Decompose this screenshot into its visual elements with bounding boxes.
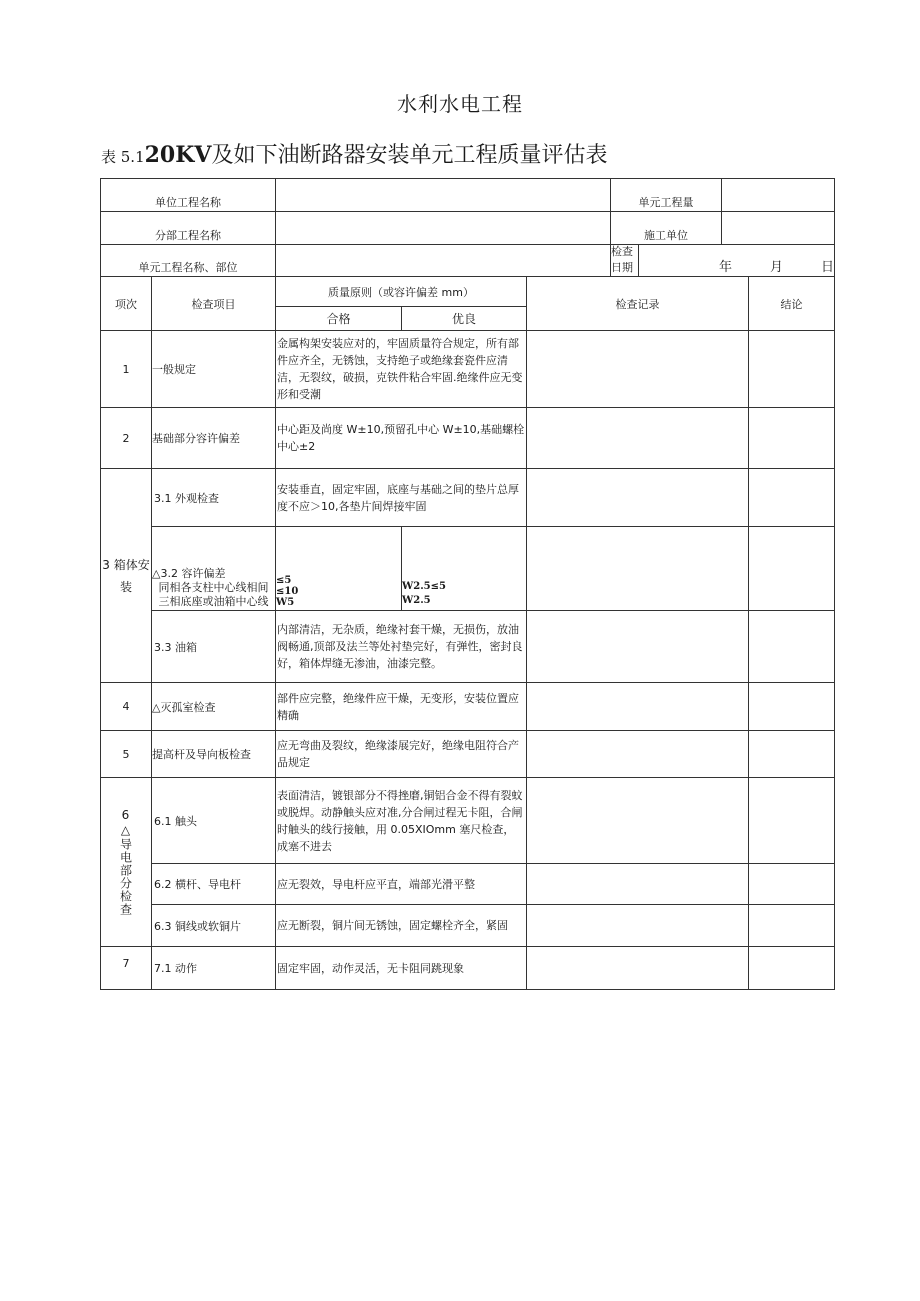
record-cell[interactable] [527,778,749,864]
construction-unit-cell [611,212,835,245]
record-cell[interactable] [527,947,749,990]
tolerance-line-2: 三相底座或油箱中心线 [158,595,269,608]
item-criteria: 应无断裂，铜片间无锈蚀，固定螺栓齐全，紧固 [276,905,527,947]
table-row [101,469,835,527]
item-number: 4 [101,683,152,731]
item-name: 6.3 铜线或软铜片 [152,905,276,947]
item-criteria: 应无弯曲及裂纹，绝缘漆展完好，绝缘电阻符合产品规定 [276,731,527,778]
item-number: 1 [101,331,152,408]
conclusion-cell[interactable] [749,778,835,864]
excellent-value-2: W2.5 [402,595,431,606]
item-criteria: 安装垂直，固定牢固，底座与基础之间的垫片总厚度不应＞10,各垫片间焊接牢固 [276,469,527,527]
item-criteria: 表面清洁，镀银部分不得挫磨,铜铝合金不得有裂蚊或脱焊。动静触头应对准,分合闸过程无卡阻，合闸时触头的线行接触，用 0.05XIOmm 塞尺检查，成塞不进去 [276,778,527,864]
element-label: 单元工程名称、部位 [101,245,276,277]
header-check-item: 检查项目 [152,277,276,331]
info-row-2 [101,212,835,245]
record-cell[interactable] [527,611,749,683]
record-cell[interactable] [527,683,749,731]
conclusion-cell[interactable] [749,905,835,947]
inspection-date-value[interactable] [639,245,834,276]
group-label-enclosure: 3 箱体安装 [101,469,152,683]
table-number: 表 5.1 [101,148,145,166]
date-day: 日 [821,260,835,275]
date-month: 月 [769,260,783,275]
item-name: 提高杆及导向板检查 [152,731,276,778]
table-title [101,138,607,169]
header-item-no: 项次 [101,277,152,331]
item-criteria: 中心距及尚度 W±10,预留孔中心 W±10,基础螺栓中心±2 [276,408,527,469]
table-row [101,683,835,731]
unit-quantity-cell [611,179,835,212]
evaluation-table [100,178,835,990]
header-excellent: 优良 [402,307,527,331]
conclusion-cell[interactable] [749,527,835,611]
record-cell[interactable] [527,731,749,778]
table-title-text: 及如下油断路器安装单元工程质量评估表 [211,143,608,168]
inspection-date-cell [611,245,835,277]
item-number: 2 [101,408,152,469]
item-name: 一般规定 [152,331,276,408]
conclusion-cell[interactable] [749,731,835,778]
item-number: 7 [101,947,152,990]
construction-unit-label: 施工单位 [611,212,722,244]
excellent-value-1: W2.5≤5 [402,581,446,592]
table-row [101,527,835,611]
conclusion-cell[interactable] [749,469,835,527]
item-name: 6.2 横杆、导电杆 [152,864,276,905]
item-name: 基础部分容许偏差 [152,408,276,469]
header-row-1 [101,277,835,307]
info-row-1 [101,179,835,212]
construction-unit-value[interactable] [722,212,834,244]
header-record: 检查记录 [527,277,749,331]
item-number: 5 [101,731,152,778]
record-cell[interactable] [527,864,749,905]
table-row [101,611,835,683]
table-row [101,408,835,469]
table-row [101,731,835,778]
conclusion-cell[interactable] [749,947,835,990]
conclusion-cell[interactable] [749,408,835,469]
header-quality-standard: 质量原则（或容许偏差 mm） [276,277,527,307]
record-cell[interactable] [527,408,749,469]
conclusion-cell[interactable] [749,611,835,683]
group-label-text: 6△导电部分检查 [118,808,133,916]
conclusion-cell[interactable] [749,864,835,905]
qualified-value-2: ≤10 [276,586,299,597]
item-criteria: 内部清洁，无杂质，绝缘衬套干燥，无损伤，放油阀畅通,顶部及法兰等处衬垫完好，有弹性，密封良好，箱体焊缝无渗油，油漆完整。 [276,611,527,683]
qualified-value-1: ≤5 [276,575,292,586]
item-name: 7.1 动作 [152,947,276,990]
record-cell[interactable] [527,331,749,408]
element-value[interactable] [276,245,611,277]
item-name: △灭孤室检查 [152,683,276,731]
inspection-date-label: 检查日期 [611,245,639,276]
record-cell[interactable] [527,905,749,947]
table-row [101,905,835,947]
item-criteria: 部件应完整，绝缘件应干燥，无变形，安装位置应精确 [276,683,527,731]
item-name: 6.1 触头 [152,778,276,864]
header-conclusion: 结论 [749,277,835,331]
table-row [101,778,835,864]
item-name: △3.2 容许偏差 [152,567,226,580]
unit-quantity-label: 单元工程量 [611,179,722,211]
header-qualified: 合格 [276,307,402,331]
qualified-value-3: W5 [276,597,295,608]
item-criteria: 金属构架安装应对的，牢固质量符合规定，所有部件应齐全，无锈蚀，支持绝子或绝缘套瓷件应清洁，无裂纹，破损，克铁件粘合牢固.绝缘件应无变形和受潮 [276,331,527,408]
excellent-values [402,527,527,611]
division-label: 分部工程名称 [101,212,276,245]
unit-project-value[interactable] [276,179,611,212]
unit-quantity-value[interactable] [722,179,834,211]
qualified-values [276,527,402,611]
item-name-tolerance [152,527,276,611]
record-cell[interactable] [527,469,749,527]
document-title: 水利水电工程 [397,92,523,116]
item-name: 3.3 油箱 [152,611,276,683]
table-row [101,331,835,408]
item-name: 3.1 外观检查 [152,469,276,527]
tolerance-line-1: 同相各支柱中心线相间 [158,581,269,594]
info-row-3 [101,245,835,277]
item-criteria: 固定牢固，动作灵活，无卡阻同跳现象 [276,947,527,990]
division-value[interactable] [276,212,611,245]
record-cell[interactable] [527,527,749,611]
table-row [101,864,835,905]
item-criteria: 应无裂效，导电杆应平直，端部光滑平整 [276,864,527,905]
group-label-conductive [101,778,152,947]
voltage-rating: 20KV [144,142,212,168]
table-row [101,947,835,990]
date-year: 年 [718,260,732,275]
conclusion-cell[interactable] [749,331,835,408]
conclusion-cell[interactable] [749,683,835,731]
unit-project-label: 单位工程名称 [101,179,276,212]
